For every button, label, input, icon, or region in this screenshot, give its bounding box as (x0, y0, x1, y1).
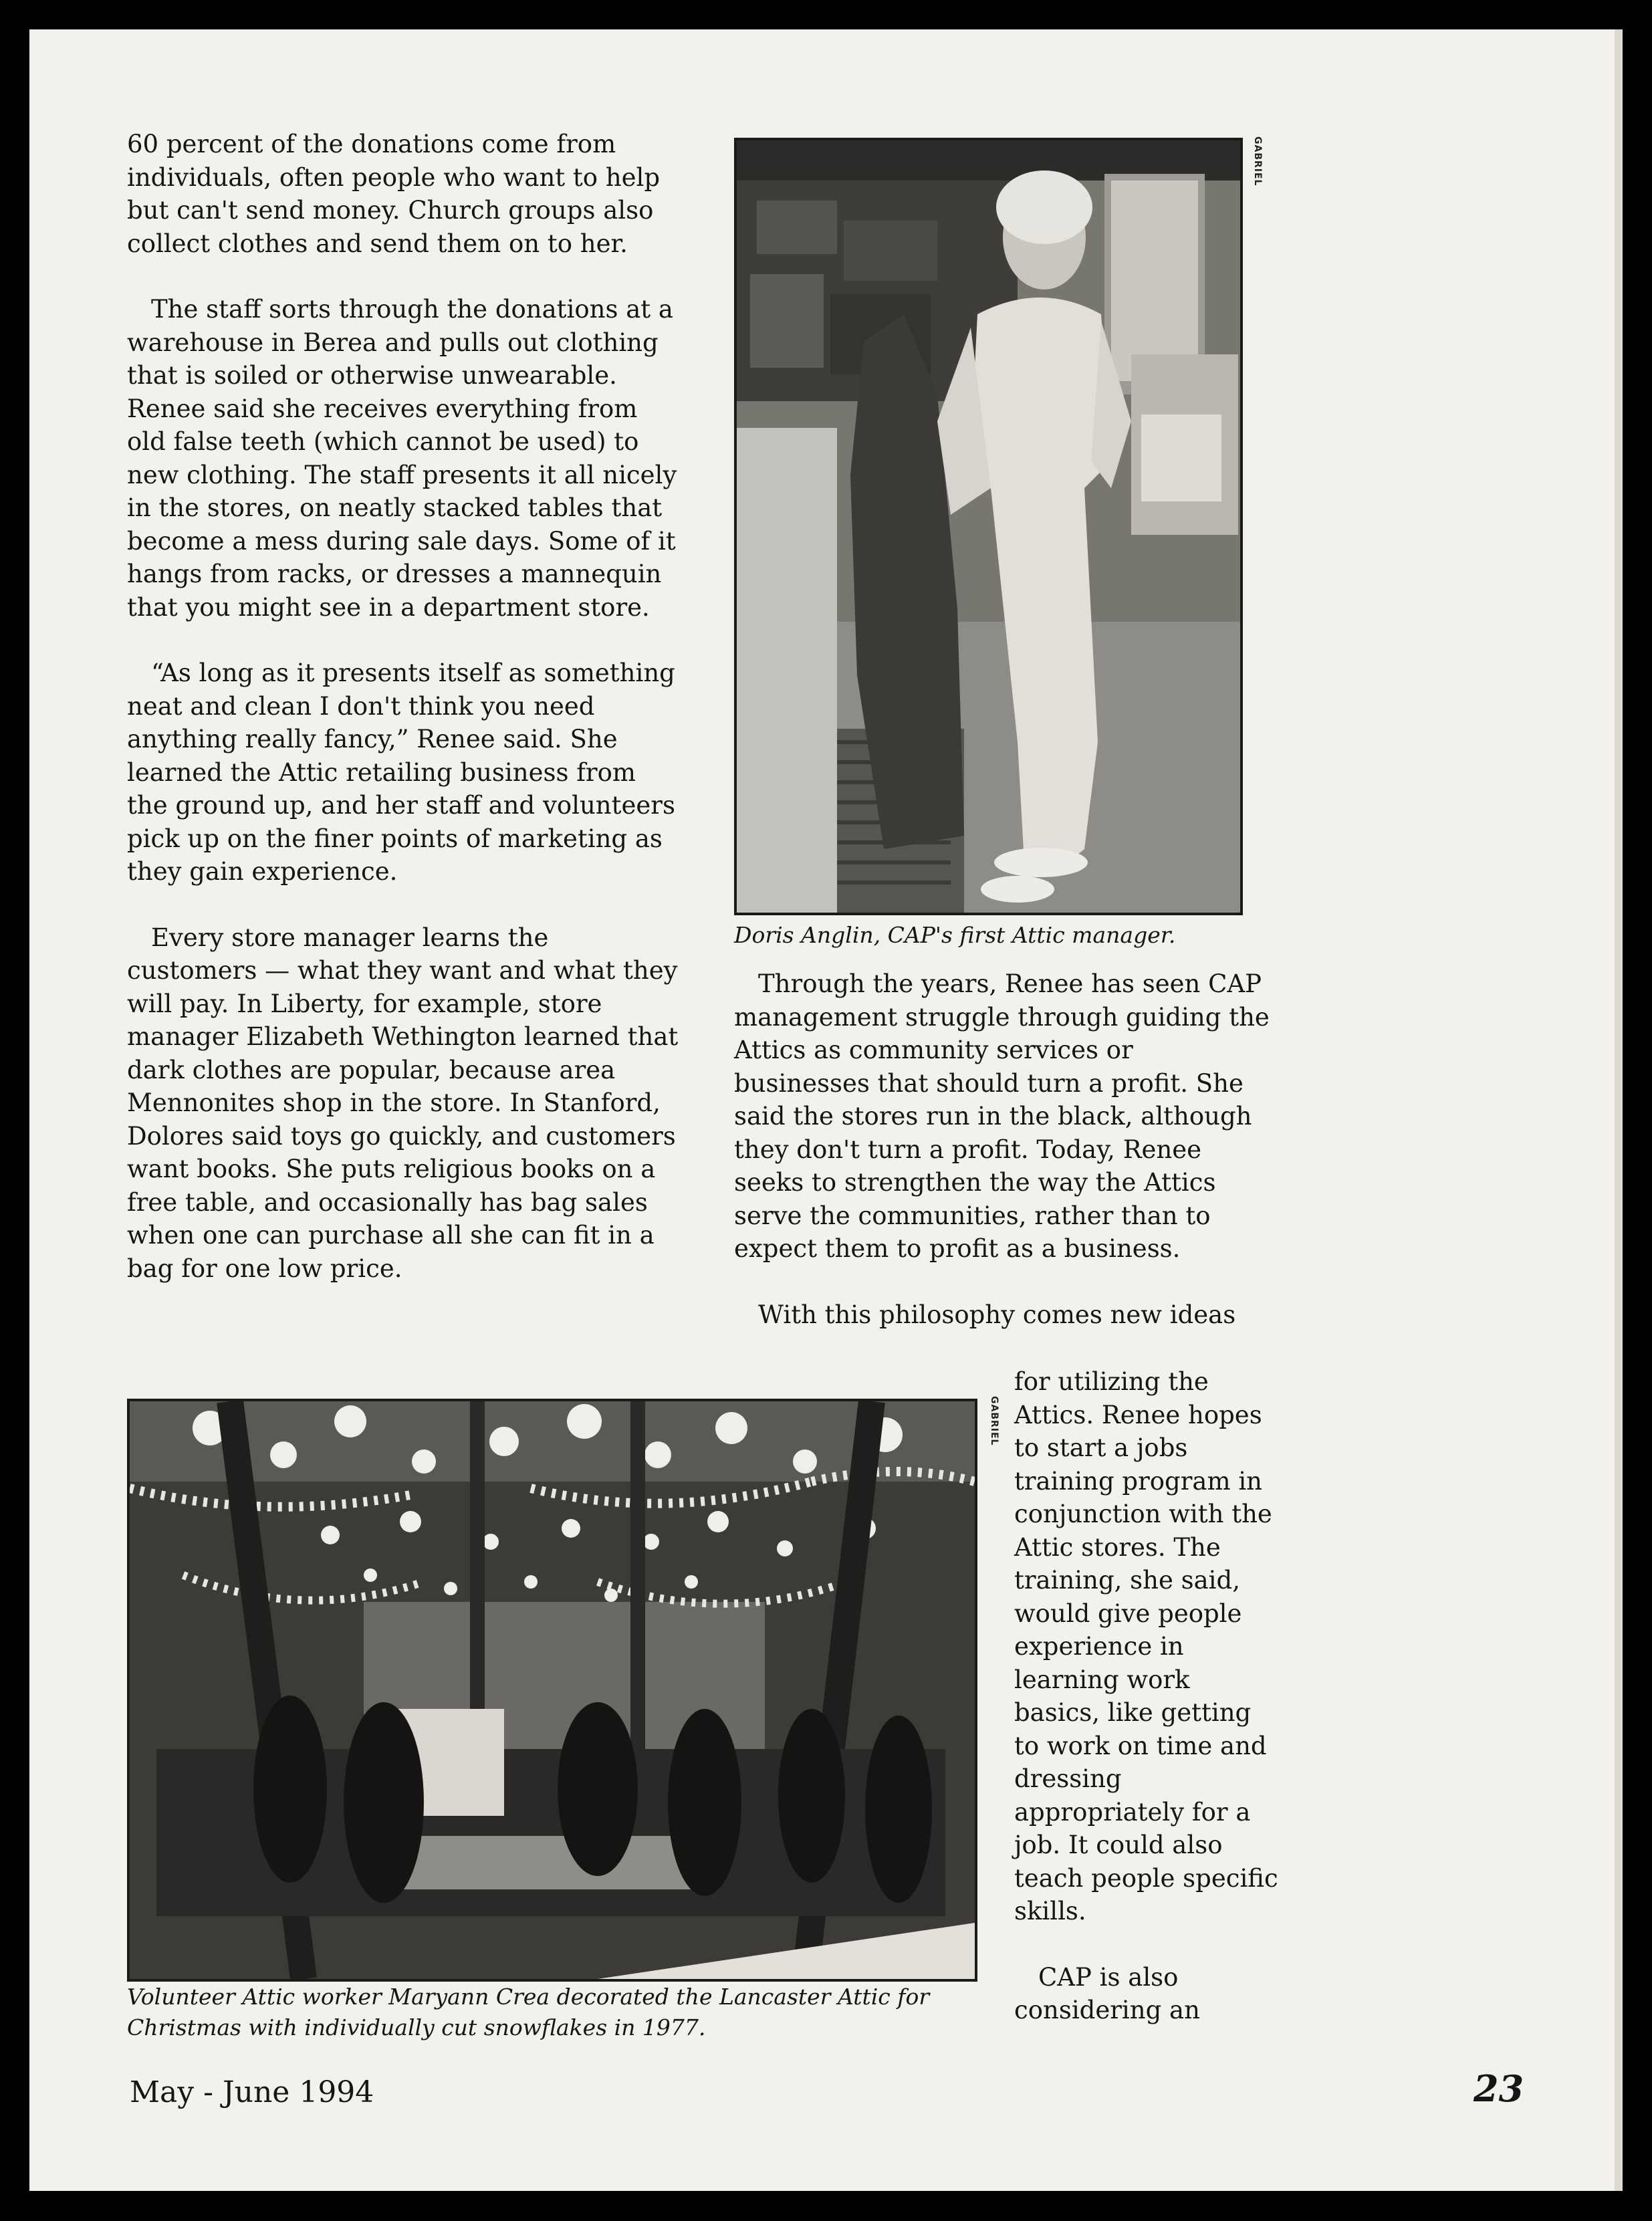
photo-lancaster-attic (127, 1399, 977, 1982)
paragraph: Every store manager learns the customers — what they want and what they will pay. In Liberty, for example, store manager Elizabeth Wethington learned that dark clothes are popular, because area Mennonites shop in the store. In Stanford, Dolores said toys go quickly, and customers want books. She puts religious books on a free table, and occasionally has bag sales when one can purchase all she can fit in a bag for one low price. (127, 923, 679, 1283)
photo-caption: Volunteer Attic worker Maryann Crea decorated the Lancaster Attic for Christmas with individually cut snowflakes in 1977. (127, 1984, 930, 2040)
paragraph: Through the years, Renee has seen CAP management struggle through guiding the Attics as community services or businesses that should turn a profit. She said the stores run in the black, although they don't turn a profit. Today, Renee seeks to strengthen the way the Attics serve the communities, rather than to expect them to profit as a business. (734, 969, 1270, 1263)
paragraph: “As long as it presents itself as something neat and clean I don't think you need anything really fancy,” Renee said. She learned the Attic retailing business from the ground up, and her staff and volunteers pick up on the finer points of marketing as they gain experience. (127, 659, 675, 886)
photo-credit: GABRIEL (989, 1396, 999, 1446)
right-text-column (734, 967, 1276, 1364)
paragraph: 60 percent of the donations come from individuals, often people who want to help but can't send money. Church groups also collect clothes and send them on to her. (127, 130, 661, 258)
page-edge (1615, 29, 1623, 2191)
paragraph: for utilizing the Attics. Renee hopes to start a jobs training program in conjunction with the Attic stores. The training, she said, would give people experience in learning work basics, like getting to work on time and dressing appropriately for a job. It could also teach people specific skills. (1014, 1367, 1278, 1925)
left-text-column (127, 128, 682, 1318)
photo-credit: GABRIEL (1252, 136, 1263, 187)
magazine-page (29, 29, 1623, 2191)
issue-date: May - June 1994 (130, 2075, 374, 2109)
wrap-text-column (1014, 1365, 1282, 2060)
paragraph: The staff sorts through the donations at a warehouse in Berea and pulls out clothing that is soiled or otherwise unwearable. Renee said she receives everything from old false teeth (which cannot be used) to new clothing. The staff presents it all nicely in the stores, on neatly stacked tables that become a mess during sale days. Some of it hangs from racks, or dresses a mannequin that you might see in a department store. (127, 295, 677, 622)
paragraph: With this philosophy comes new ideas (758, 1300, 1236, 1329)
paragraph: CAP is also considering an (1014, 1962, 1200, 2024)
page-number: 23 (1473, 2067, 1524, 2110)
photo-caption: Doris Anglin, CAP's first Attic manager. (734, 922, 1176, 948)
photo-doris-anglin (734, 138, 1243, 915)
